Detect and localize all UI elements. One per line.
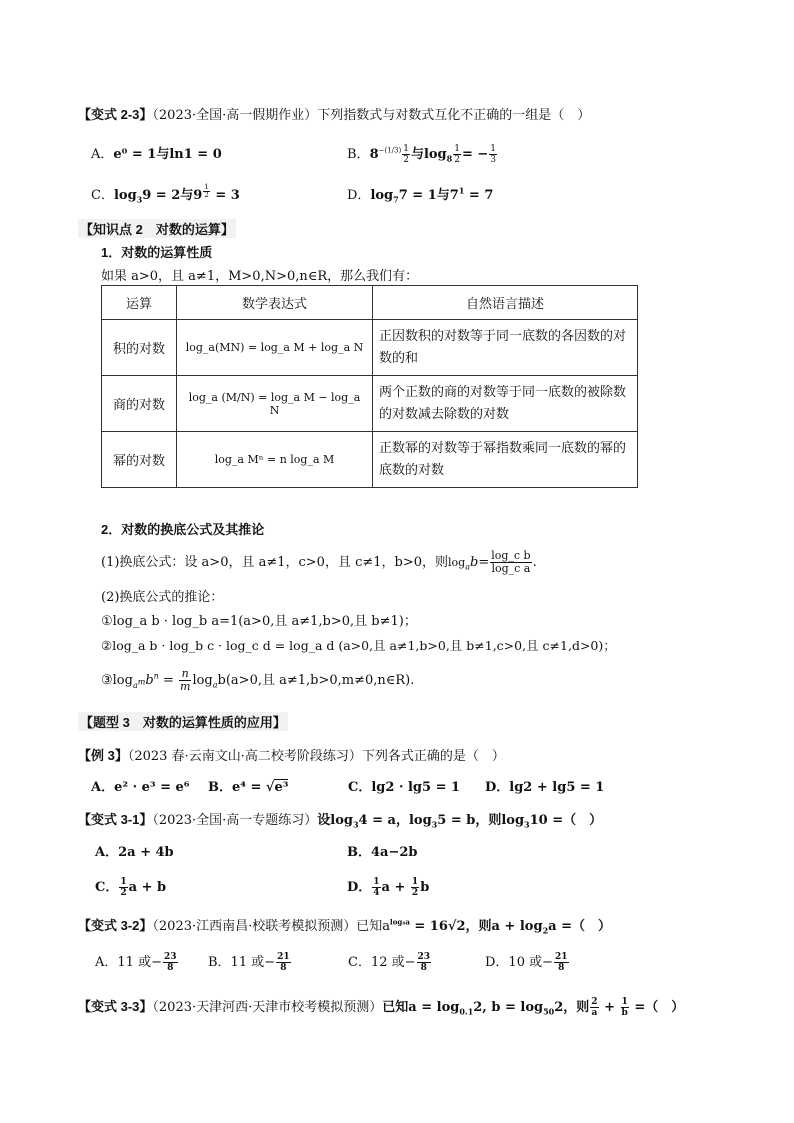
row-name: 商的对数 [102, 376, 177, 432]
row-name: 积的对数 [102, 320, 177, 376]
table-header: 自然语言描述 [373, 286, 638, 320]
section-1-title: 1．对数的运算性质 [101, 245, 213, 260]
example-option-d: D．lg2 + lg5 = 1 [485, 780, 605, 795]
option-b: B．$8^{-(1/3)}$ $\frac{1}{2}$ 与$\log_8$ $\frac{1}{2}$ = − $\frac{1}{3}$ [347, 144, 496, 165]
example-option-a: A．e² · e³ = e⁶ [91, 780, 190, 795]
question-prefix: 【变式 2-3】 [78, 107, 153, 122]
row-desc: 正因数积的对数等于同一底数的各因数的对数的和 [373, 320, 638, 376]
inference-3: $③\log_{a^m}b^n$ = $\frac{n}{m}$ $\log_ab(a>0$,且 a≠1,b>0,m≠0,n∈R). [101, 667, 415, 693]
knowledge-point-title: 【知识点 2 对数的运算】 [78, 219, 236, 238]
inference-1: ①log_a b · log_b a=1(a>0,且 a≠1,b>0,且 b≠1)； [101, 614, 417, 629]
q31-option-c: C． $\frac{1}{2}$ a + b [95, 877, 167, 898]
q31-option-b: B．4a−2b [347, 845, 418, 860]
example-option-b: B．e⁴ = √e³ [208, 780, 289, 795]
table-row [102, 432, 638, 488]
q32-option-a: A．11 或− $\frac{23}{8}$ [95, 952, 177, 973]
question-type-title: 【题型 3 对数的运算性质的应用】 [78, 712, 288, 731]
option-c: C．$\log_39 = 2$与9 $\frac{1}{2}$ = 3 [91, 183, 240, 205]
row-formula: log_a (M/N) = log_a M − log_a N [177, 376, 373, 432]
question-3-3: 【变式 3-3】（2023·天津河西·天津市校考模拟预测）已知$a = \log_{0.1}2$, $b = \log_{50}2$，则 $\frac{2}{a}$ + $\frac{1}{b}$ =（ ） [78, 997, 685, 1018]
table-header: 数学表达式 [177, 286, 373, 320]
section-2-title: 2．对数的换底公式及其推论 [101, 522, 265, 537]
q32-option-d: D．10 或− $\frac{21}{8}$ [485, 952, 568, 973]
row-formula: log_a Mⁿ = n log_a M [177, 432, 373, 488]
row-name: 幂的对数 [102, 432, 177, 488]
inference-title: (2)换底公式的推论： [101, 590, 224, 605]
option-a: A．e⁰ = 1与ln1 = 0 [91, 147, 222, 162]
table-row [102, 320, 638, 376]
condition-text: 如果 a>0，且 a≠1，M>0,N>0,n∈R，那么我们有： [101, 269, 419, 284]
q32-option-b: B．11 或− $\frac{21}{8}$ [208, 952, 290, 973]
log-rules-table [101, 285, 638, 488]
option-a-text: e⁰ = 1与ln1 = 0 [113, 147, 222, 162]
table-row [102, 376, 638, 432]
option-d: D．$\log_77 = 1$与$7^1 = 7$ [347, 185, 494, 205]
q31-option-a: A．2a + 4b [95, 845, 174, 860]
row-desc: 正数幂的对数等于幂指数乘同一底数的幂的底数的对数 [373, 432, 638, 488]
question-text: 下列指数式与对数式互化不正确的一组是（ ） [317, 108, 591, 123]
q31-option-d: D． $\frac{1}{4}$ a + $\frac{1}{2}$ b [347, 877, 430, 898]
inference-2: ②log_a b · log_b c · log_c d = log_a d (a>0,且 a≠1,b>0,且 b≠1,c>0,且 c≠1,d>0)； [101, 638, 616, 653]
example-3: 【例 3】（2023 春·云南文山·高二校考阶段练习）下列各式正确的是（ ） [78, 748, 505, 764]
row-desc: 两个正数的商的对数等于同一底数的被除数的对数减去除数的对数 [373, 376, 638, 432]
row-formula: log_a(MN) = log_a M + log_a N [177, 320, 373, 376]
q32-option-c: C．12 或− $\frac{23}{8}$ [348, 952, 431, 973]
question-source: （2023·全国·高一假期作业） [152, 108, 318, 123]
change-of-base-formula: (1)换底公式：设 a>0，且 a≠1，c>0，且 c≠1，b>0，则$\log_ab=$ $\frac{\text{log\_c b}}{\text{log\_c a}}$ . [101, 549, 537, 575]
question-2-3 [78, 104, 590, 123]
question-3-1: 【变式 3-1】（2023·全国·高一专题练习）设$\log_34 = a$，$\log_35 = b$，则$\log_310$ =（ ） [78, 812, 603, 830]
question-3-2: 【变式 3-2】（2023·江西南昌·校联考模拟预测）已知$a^{log_4a} = 16√2$，则$a + \log_2a$ =（ ） [78, 917, 611, 936]
table-header: 运算 [102, 286, 177, 320]
example-option-c: C．lg2 · lg5 = 1 [348, 780, 461, 795]
table-header-row [102, 286, 638, 320]
